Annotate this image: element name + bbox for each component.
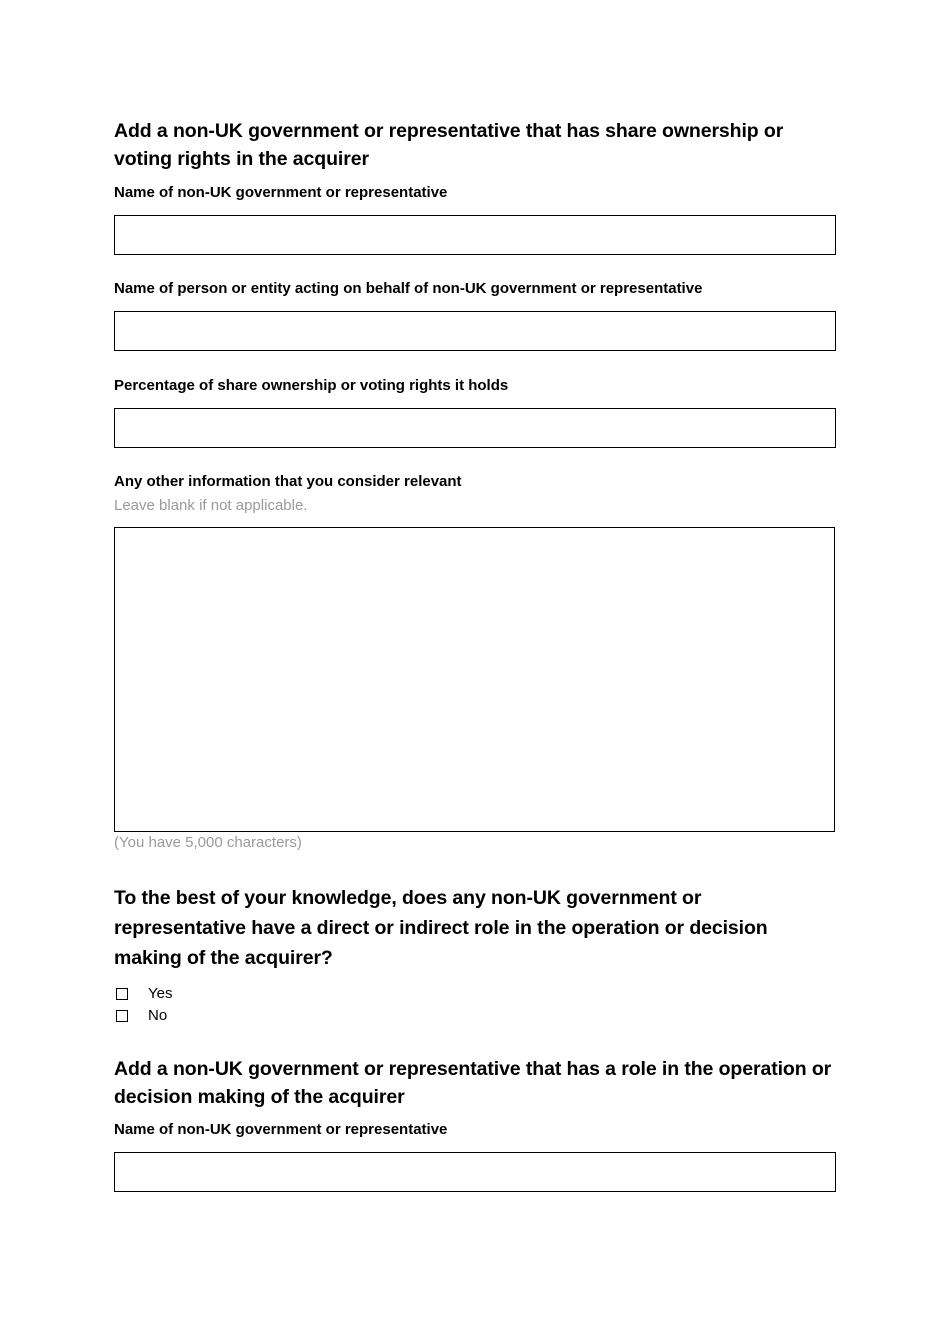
section-title-operation-role: Add a non-UK government or representative that has a role in the operation or decision making of the acquirer (114, 1058, 832, 1108)
option-no-label: No (148, 1007, 168, 1024)
acting-person-input[interactable] (114, 311, 836, 351)
yes-checkbox[interactable] (116, 988, 128, 1000)
share-percentage-label: Percentage of share ownership or voting rights it holds (114, 377, 509, 394)
acting-person-label: Name of person or entity acting on behalf of non-UK government or representative (114, 280, 703, 297)
share-percentage-input[interactable] (114, 408, 836, 448)
option-yes[interactable] (114, 984, 172, 1004)
government-name-input[interactable] (114, 215, 836, 255)
no-checkbox[interactable] (116, 1010, 128, 1022)
other-info-label: Any other information that you consider relevant (114, 473, 462, 490)
option-yes-label: Yes (148, 985, 173, 1002)
government-name-label: Name of non-UK government or representative (114, 184, 448, 201)
option-no[interactable] (114, 1006, 167, 1026)
role-government-name-input[interactable] (114, 1152, 836, 1192)
section-title-share-ownership: Add a non-UK government or representative that has share ownership or voting rights in the acquirer (114, 120, 784, 170)
character-count: (You have 5,000 characters) (114, 834, 302, 851)
role-government-name-label: Name of non-UK government or representative (114, 1121, 448, 1138)
government-role-question: To the best of your knowledge, does any non-UK government or representative have a direct or indirect role in the operation or decision making of the acquirer? (114, 887, 768, 969)
other-info-textarea[interactable] (114, 527, 835, 832)
other-info-hint: Leave blank if not applicable. (114, 497, 308, 514)
